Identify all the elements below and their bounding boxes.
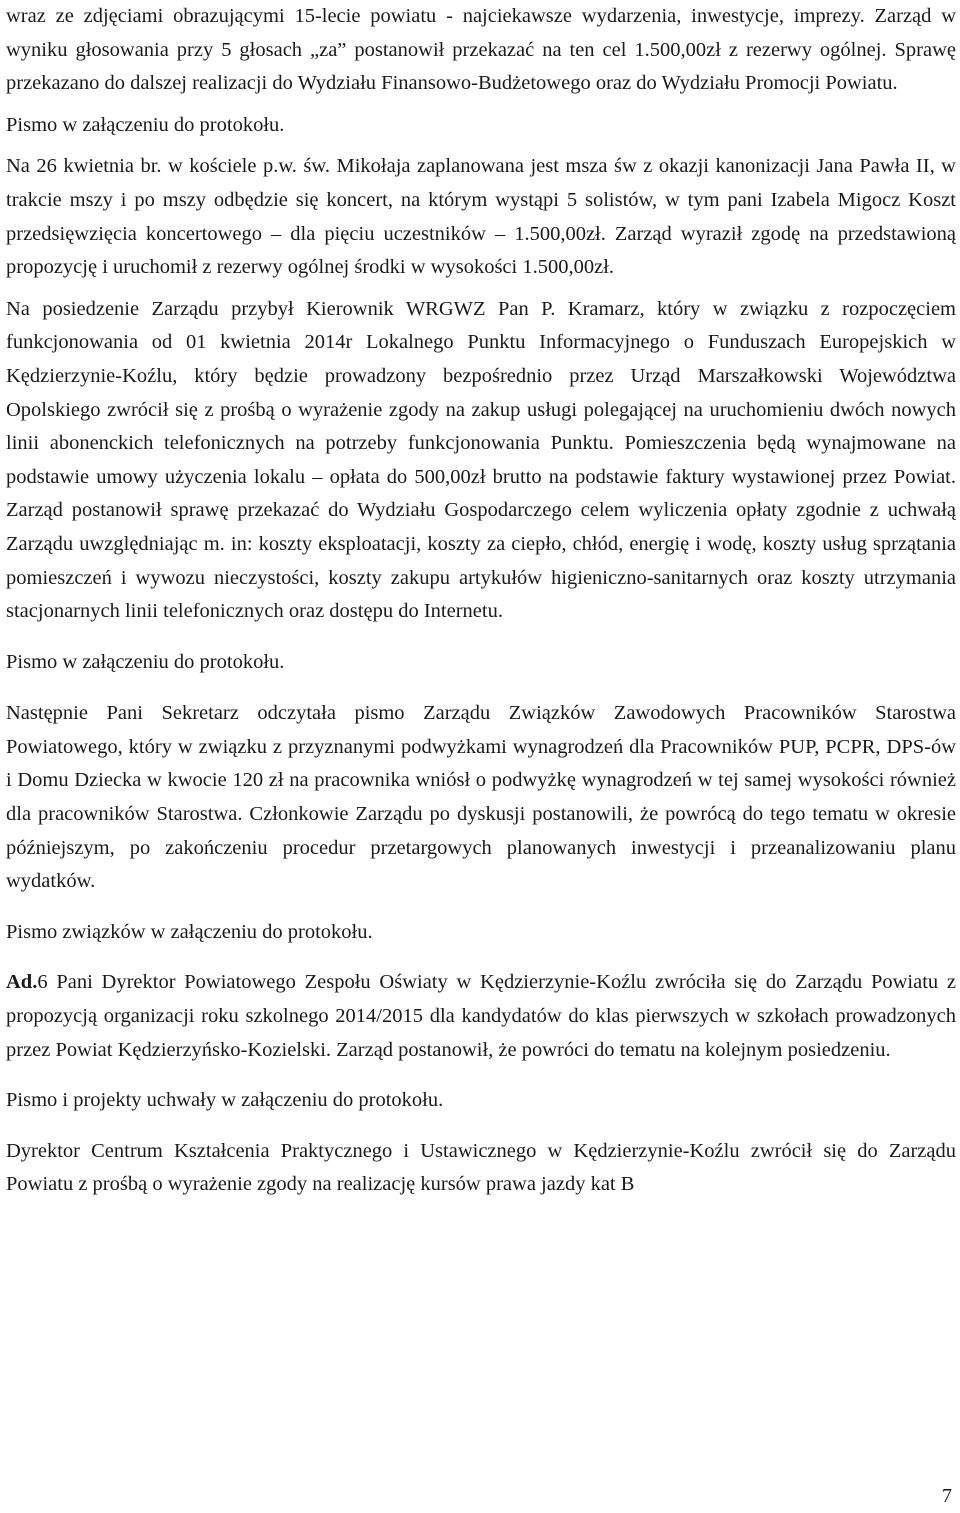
paragraph-eu-information-point: Na posiedzenie Zarządu przybył Kierownik WRGWZ Pan P. Kramarz, który w związku z rozpoczęciem funkcjonowania od 01 kwietnia 2014r Lokalnego Punktu Informacyjnego o Funduszach Europejskich w Kędzierzynie-Koźlu, który będzie prowadzony bezpośrednio przez Urząd Marszałkowski Województwa Opolskiego zwrócił się z prośbą o wyrażenie zgody na zakup usługi polegającej na uruchomieniu dwóch nowych linii abonenckich telefonicznych na potrzeby funkcjonowania Punktu. Pomieszczenia będą wynajmowane na podstawie umowy użyczenia lokalu – opłata do 500,00zł brutto na podstawie faktury wystawionej przez Powiat. Zarząd postanowił sprawę przekazać do Wydziału Gospodarczego celem wyliczenia opłaty zgodnie z uchwałą Zarządu uwzględniając m. in: koszty eksploatacji, koszty za ciepło, chłód, energię i wodę, koszty usług sprzątania pomieszczeń i wywozu nieczystości, koszty zakupu artykułów higieniczno-sanitarnych oraz koszty utrzymania stacjonarnych linii telefonicznych oraz dostępu do Internetu.: [6, 297, 956, 623]
paragraph-canonization-concert: Na 26 kwietnia br. w kościele p.w. św. Mikołaja zaplanowana jest msza św z okazji kanonizacji Jana Pawła II, w trakcie mszy i po mszy odbędzie się koncert, na którym wystąpi 5 solistów, w tym pani Izabela Migocz Koszt przedsięwzięcia koncertowego – dla pięciu uczestników – 1.500,00zł. Zarząd wyraził zgodę na przedstawioną propozycję i uruchomił z rezerwy ogólnej środki w wysokości 1.500,00zł.: [6, 155, 956, 279]
document-page: [6, 0, 956, 1202]
agenda-item-text: 6 Pani Dyrektor Powiatowego Zespołu Oświaty w Kędzierzynie-Koźlu zwróciła się do Zarządu Powiatu z propozycją organizacji roku szkolnego 2014/2015 dla kandydatów do klas pierwszych w szkołach prowadzonych przez Powiat Kędzierzyńsko-Kozielski. Zarząd postanowił, że powróci do tematu na kolejnym posiedzeniu.: [6, 971, 956, 1061]
agenda-item-label: Ad.: [6, 971, 38, 994]
attachment-note: Pismo w załączeniu do protokołu.: [6, 113, 285, 136]
paragraph-driving-courses: Dyrektor Centrum Kształcenia Praktycznego i Ustawicznego w Kędzierzynie-Koźlu zwrócił się do Zarządu Powiatu z prośbą o wyrażenie zgody na realizację kursów prawa jazdy kat B: [6, 1139, 956, 1196]
page-number: 7: [942, 1485, 952, 1507]
attachment-note: Pismo w załączeniu do protokołu.: [6, 650, 285, 673]
attachment-note: Pismo i projekty uchwały w załączeniu do protokołu.: [6, 1089, 444, 1112]
paragraph-trade-union-letter: Następnie Pani Sekretarz odczytała pismo Zarządu Związków Zawodowych Pracowników Starostwa Powiatowego, który w związku z przyznanymi podwyżkami wynagrodzeń dla Pracowników PUP, PCPR, DPS-ów i Domu Dziecka w kwocie 120 zł na pracownika wniósł o podwyżkę wynagrodzeń w tej samej wysokości również dla pracowników Starostwa. Członkowie Zarządu po dyskusji postanowili, że powrócą do tego tematu w okresie późniejszym, po zakończeniu procedur przetargowych planowanych inwestycji i przeanalizowaniu planu wydatków.: [6, 702, 956, 893]
attachment-note: Pismo związków w załączeniu do protokołu.: [6, 920, 373, 943]
paragraph-agenda-item-6: [6, 966, 956, 1067]
paragraph-promotion-album: wraz ze zdjęciami obrazującymi 15-lecie powiatu - najciekawsze wydarzenia, inwestycje, imprezy. Zarząd w wyniku głosowania przy 5 głosach „za” postanowił przekazać na ten cel 1.500,00zł z rezerwy ogólnej. Sprawę przekazano do dalszej realizacji do Wydziału Finansowo-Budżetowego oraz do Wydziału Promocji Powiatu.: [6, 5, 956, 95]
